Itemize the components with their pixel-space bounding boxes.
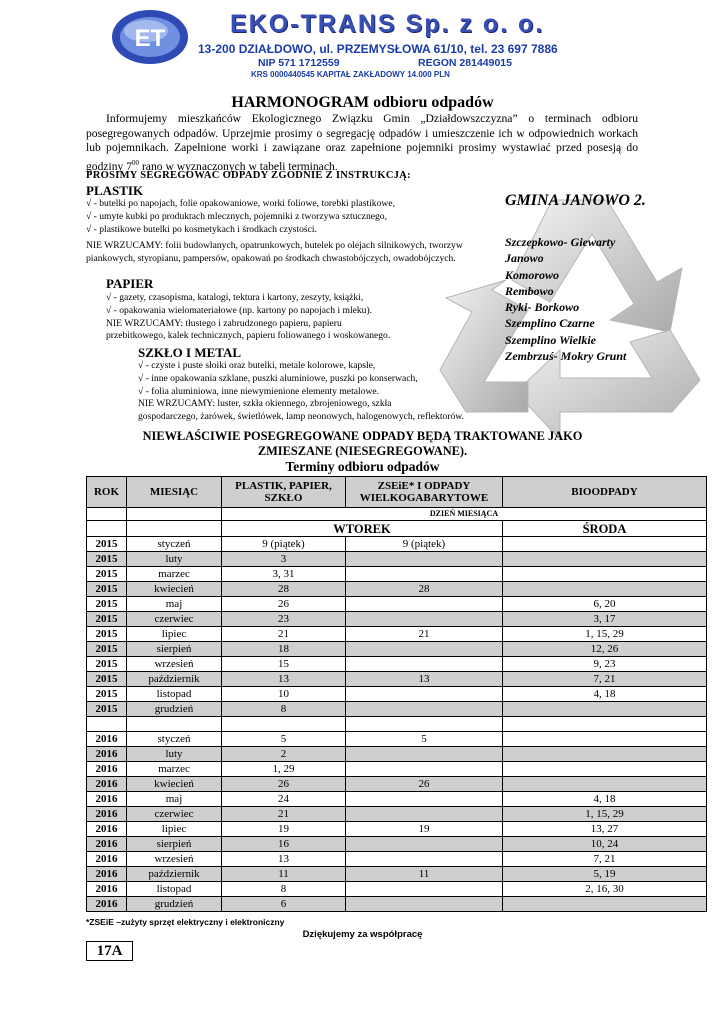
header-bio: BIOODPADY	[503, 477, 707, 508]
cell-month: marzec	[127, 567, 222, 582]
cell-month: luty	[127, 747, 222, 762]
table-cell	[87, 717, 127, 732]
warning-line: ZMIESZANE (NIESEGREGOWANE).	[257, 443, 468, 458]
cell-plastik: 26	[222, 777, 346, 792]
cell-zseie	[346, 792, 503, 807]
cell-zseie: 21	[346, 627, 503, 642]
header-miesiac: MIESIĄC	[127, 477, 222, 508]
table-row	[87, 687, 707, 702]
cell-plastik: 3, 31	[222, 567, 346, 582]
cell-month: czerwiec	[127, 612, 222, 627]
cell-month: wrzesień	[127, 657, 222, 672]
cell-zseie	[346, 597, 503, 612]
cell-plastik: 18	[222, 642, 346, 657]
header-zseie: ZSEiE* I ODPADY WIELKOGABARYTOWE	[346, 477, 503, 508]
intro-paragraph	[86, 112, 638, 174]
cell-bio	[503, 897, 707, 912]
cell-year: 2016	[87, 867, 127, 882]
intro-end: rano w wyznaczonych w tabeli terminach.	[139, 159, 338, 173]
cell-month: sierpień	[127, 837, 222, 852]
cell-year: 2015	[87, 672, 127, 687]
cell-bio: 7, 21	[503, 672, 707, 687]
company-nip: NIP 571 1712559	[258, 57, 340, 69]
table-cell	[127, 717, 222, 732]
cell-bio: 1, 15, 29	[503, 627, 707, 642]
cell-year: 2016	[87, 777, 127, 792]
cell-zseie: 11	[346, 867, 503, 882]
table-cell	[503, 717, 707, 732]
cell-year: 2015	[87, 552, 127, 567]
cell-month: kwiecień	[127, 777, 222, 792]
cell-zseie	[346, 552, 503, 567]
cell-zseie	[346, 837, 503, 852]
cell-zseie: 13	[346, 672, 503, 687]
cell-year: 2015	[87, 687, 127, 702]
table-row	[87, 567, 707, 582]
cell-month: wrzesień	[127, 852, 222, 867]
gmina-place: Szczepkowo- Giewarty	[505, 235, 616, 249]
cell-month: czerwiec	[127, 807, 222, 822]
day-sroda: ŚRODA	[503, 521, 707, 537]
cell-zseie	[346, 762, 503, 777]
gmina-places	[505, 234, 626, 364]
cell-year: 2015	[87, 627, 127, 642]
plastik-item: √ - umyte kubki po produktach mlecznych, pojemniki z tworzywa sztucznego,	[86, 210, 387, 222]
papier-heading: PAPIER	[106, 276, 154, 291]
cell-zseie	[346, 852, 503, 867]
cell-month: kwiecień	[127, 582, 222, 597]
logo-text: ET	[134, 25, 166, 52]
cell-bio: 4, 18	[503, 687, 707, 702]
cell-year: 2015	[87, 537, 127, 552]
table-row	[87, 597, 707, 612]
table-row	[87, 627, 707, 642]
cell-bio: 2, 16, 30	[503, 882, 707, 897]
cell-bio: 5, 19	[503, 867, 707, 882]
schedule-table	[86, 476, 707, 912]
day-wtorek: WTOREK	[222, 521, 503, 537]
intro-text: Informujemy mieszkańców Ekologicznego Związku Gmin „Działdowszczyzna” o terminach odbioru posegregowanych odpadów. Uprzejmie prosimy o segregację odpadów i umieszczenie ich w odpowiednich workach lub pojemnikach. Zapełnione worki i zawiązane oraz zapełnione pojemniki prosimy wystawiać przed posesją do godziny 7	[86, 112, 638, 173]
cell-plastik: 10	[222, 687, 346, 702]
cell-month: październik	[127, 867, 222, 882]
thanks-note: Dziękujemy za współpracę	[302, 929, 423, 940]
papier-item: √ - opakowania wielomateriałowe (np. kartony po napojach i mleku).	[106, 304, 373, 316]
cell-plastik: 13	[222, 672, 346, 687]
cell-zseie: 5	[346, 732, 503, 747]
cell-bio: 10, 24	[503, 837, 707, 852]
cell-year: 2015	[87, 657, 127, 672]
table-row	[87, 807, 707, 822]
table-row	[87, 642, 707, 657]
cell-bio: 13, 27	[503, 822, 707, 837]
cell-plastik: 2	[222, 747, 346, 762]
cell-plastik: 13	[222, 852, 346, 867]
cell-zseie: 9 (piątek)	[346, 537, 503, 552]
cell-zseie	[346, 702, 503, 717]
cell-year: 2015	[87, 612, 127, 627]
cell-plastik: 8	[222, 882, 346, 897]
table-row	[87, 702, 707, 717]
warning-note	[0, 429, 725, 458]
cell-bio: 6, 20	[503, 597, 707, 612]
cell-plastik: 3	[222, 552, 346, 567]
cell-plastik: 11	[222, 867, 346, 882]
cell-bio: 3, 17	[503, 612, 707, 627]
cell-plastik: 15	[222, 657, 346, 672]
szklo-item: √ - czyste i puste słoiki oraz butelki, metale kolorowe, kapsle,	[138, 360, 376, 371]
cell-zseie	[346, 687, 503, 702]
cell-month: styczeń	[127, 537, 222, 552]
cell-zseie: 26	[346, 777, 503, 792]
table-row	[87, 747, 707, 762]
gmina-place: Szemplino Wielkie	[505, 332, 597, 347]
cell-bio	[503, 537, 707, 552]
cell-zseie	[346, 897, 503, 912]
papier-exclude: NIE WRZUCAMY: tłustego i zabrudzonego papieru, papieru	[106, 317, 342, 329]
cell-bio	[503, 552, 707, 567]
cell-bio: 4, 18	[503, 792, 707, 807]
table-row	[87, 732, 707, 747]
table-spacer-row	[87, 717, 707, 732]
cell-zseie: 19	[346, 822, 503, 837]
gmina-place: Janowo	[505, 251, 544, 266]
company-krs: KRS 0000440545 KAPITAŁ ZAKŁADOWY 14.000 PLN	[251, 70, 450, 79]
cell-year: 2015	[87, 702, 127, 717]
cell-zseie	[346, 747, 503, 762]
cell-plastik: 23	[222, 612, 346, 627]
cell-year: 2016	[87, 807, 127, 822]
table-row	[87, 612, 707, 627]
cell-zseie	[346, 657, 503, 672]
table-row	[87, 822, 707, 837]
cell-plastik: 26	[222, 597, 346, 612]
cell-year: 2016	[87, 822, 127, 837]
page-code: 17A	[86, 941, 133, 961]
table-days-row	[87, 521, 707, 537]
table-row	[87, 852, 707, 867]
cell-month: sierpień	[127, 642, 222, 657]
cell-year: 2016	[87, 837, 127, 852]
gmina-place: Ryki- Borkowo	[505, 300, 580, 315]
cell-plastik: 21	[222, 627, 346, 642]
cell-bio	[503, 747, 707, 762]
intro-time-sup: 00	[132, 158, 140, 167]
gmina-place: Rembowo	[505, 283, 554, 298]
cell-plastik: 1, 29	[222, 762, 346, 777]
cell-plastik: 16	[222, 837, 346, 852]
segregation-heading: PROSIMY SEGREGOWAĆ ODPADY ZGODNIE Z INSTRUKCJĄ:	[86, 170, 411, 181]
cell-year: 2016	[87, 897, 127, 912]
cell-bio: 9, 23	[503, 657, 707, 672]
papier-item: √ - gazety, czasopisma, katalogi, tektura i kartony, zeszyty, książki,	[106, 292, 364, 303]
table-row	[87, 792, 707, 807]
table-row	[87, 867, 707, 882]
table-row	[87, 882, 707, 897]
cell-month: styczeń	[127, 732, 222, 747]
cell-plastik: 28	[222, 582, 346, 597]
cell-year: 2016	[87, 762, 127, 777]
table-header-row	[87, 477, 707, 508]
company-regon: REGON 281449015	[418, 57, 512, 69]
page-title: HARMONOGRAM odbioru odpadów	[231, 94, 494, 111]
cell-year: 2016	[87, 747, 127, 762]
cell-plastik: 5	[222, 732, 346, 747]
cell-zseie	[346, 807, 503, 822]
plastik-list	[86, 198, 395, 236]
cell-plastik: 21	[222, 807, 346, 822]
subheader-day: DZIEŃ MIESIĄCA	[222, 508, 707, 521]
cell-bio	[503, 702, 707, 717]
cell-month: lipiec	[127, 822, 222, 837]
header-rok: ROK	[87, 477, 127, 508]
cell-zseie	[346, 612, 503, 627]
cell-year: 2015	[87, 642, 127, 657]
table-row	[87, 777, 707, 792]
table-row	[87, 837, 707, 852]
cell-bio: 1, 15, 29	[503, 807, 707, 822]
cell-year: 2015	[87, 567, 127, 582]
szklo-item: √ - folia aluminiowa, inne niewymienione elementy metalowe.	[138, 385, 380, 397]
table-row	[87, 552, 707, 567]
table-title: Terminy odbioru odpadów	[285, 459, 440, 474]
cell-month: lipiec	[127, 627, 222, 642]
table-row	[87, 537, 707, 552]
cell-bio	[503, 732, 707, 747]
gmina-place: Szemplino Czarne	[505, 316, 595, 331]
gmina-place: Zembrzuś- Mokry Grunt	[505, 349, 627, 364]
cell-plastik: 19	[222, 822, 346, 837]
cell-bio: 7, 21	[503, 852, 707, 867]
warning-line: NIEWŁAŚCIWIE POSEGREGOWANE ODPADY BĘDĄ TRAKTOWANE JAKO	[142, 429, 583, 443]
cell-month: marzec	[127, 762, 222, 777]
gmina-place: Komorowo	[505, 267, 560, 282]
table-row	[87, 672, 707, 687]
cell-plastik: 8	[222, 702, 346, 717]
szklo-exclude: NIE WRZUCAMY: luster, szkła okiennego, zbrojeniowego, szkła	[138, 398, 392, 410]
cell-month: grudzień	[127, 702, 222, 717]
cell-bio	[503, 582, 707, 597]
cell-year: 2016	[87, 882, 127, 897]
company-logo	[110, 8, 190, 66]
cell-year: 2015	[87, 597, 127, 612]
cell-month: maj	[127, 792, 222, 807]
cell-month: listopad	[127, 687, 222, 702]
plastik-item: √ - butelki po napojach, folie opakowaniowe, worki foliowe, torebki plastikowe,	[86, 198, 395, 209]
cell-month: listopad	[127, 882, 222, 897]
header-plastik: PLASTIK, PAPIER, SZKŁO	[222, 477, 346, 508]
papier-list	[106, 292, 390, 343]
table-cell	[222, 717, 346, 732]
cell-month: październik	[127, 672, 222, 687]
cell-bio	[503, 567, 707, 582]
cell-bio	[503, 762, 707, 777]
cell-bio	[503, 777, 707, 792]
gmina-title: GMINA JANOWO 2.	[505, 192, 646, 209]
company-name: EKO-TRANS Sp. z o. o.	[230, 10, 545, 38]
table-subheader-row	[87, 508, 707, 521]
cell-plastik: 6	[222, 897, 346, 912]
papier-exclude: przebitkowego, kalek technicznych, papieru foliowanego i woskowanego.	[106, 330, 391, 342]
cell-zseie	[346, 882, 503, 897]
cell-zseie: 28	[346, 582, 503, 597]
cell-month: luty	[127, 552, 222, 567]
plastik-exclude: NIE WRZUCAMY: folii budowlanych, opatrunkowych, butelek po olejach silnikowych, tworzyw piankowych, styropianu, pampersów, opakowań po środkach chwastobójczych, owadobójczych.	[86, 240, 463, 264]
plastik-heading: PLASTIK	[86, 183, 144, 198]
cell-year: 2016	[87, 852, 127, 867]
table-row	[87, 762, 707, 777]
szklo-list	[138, 360, 464, 424]
footnote: *ZSEiE –zużyty sprzęt elektryczny i elektroniczny	[86, 917, 285, 927]
cell-year: 2015	[87, 582, 127, 597]
cell-month: grudzień	[127, 897, 222, 912]
szklo-item: √ - inne opakowania szklane, puszki aluminiowe, puszki po konserwach,	[138, 372, 418, 384]
szklo-heading: SZKŁO I METAL	[138, 345, 242, 360]
table-row	[87, 582, 707, 597]
cell-month: maj	[127, 597, 222, 612]
cell-year: 2016	[87, 732, 127, 747]
szklo-exclude: gospodarczego, żarówek, świetlówek, lamp neonowych, halogenowych, reflektorów.	[138, 411, 464, 423]
cell-year: 2016	[87, 792, 127, 807]
cell-plastik: 9 (piątek)	[222, 537, 346, 552]
cell-zseie	[346, 567, 503, 582]
company-address: 13-200 DZIAŁDOWO, ul. PRZEMYSŁOWA 61/10, tel. 23 697 7886	[198, 42, 558, 56]
cell-zseie	[346, 642, 503, 657]
table-row	[87, 657, 707, 672]
table-cell	[346, 717, 503, 732]
table-row	[87, 897, 707, 912]
cell-bio: 12, 26	[503, 642, 707, 657]
plastik-item: √ - plastikowe butelki po kosmetykach i środkach czystości.	[86, 223, 317, 235]
cell-plastik: 24	[222, 792, 346, 807]
